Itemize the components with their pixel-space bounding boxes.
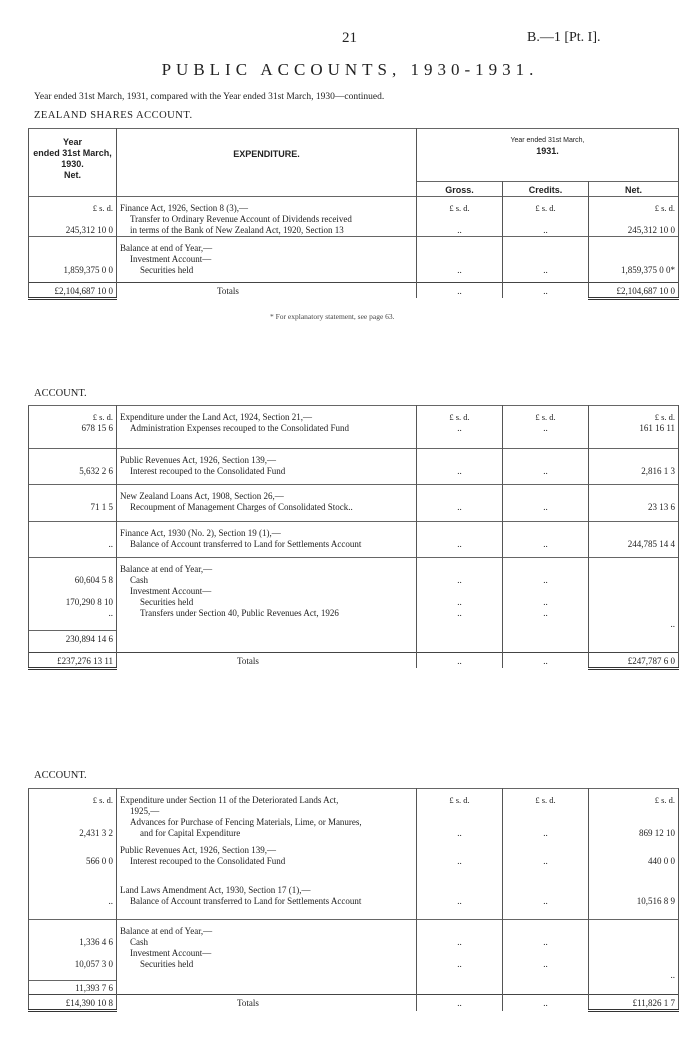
credits-heading: Credits. xyxy=(503,181,589,196)
totals-row: £237,276 13 11 Totals .. .. £247,787 6 0 xyxy=(29,652,679,668)
shares-account-table xyxy=(28,128,679,300)
prev-year-heading: Year ended 31st March, 1930. Net. xyxy=(29,129,117,182)
totals-row: £14,390 10 8 Totals .. .. £11,826 1 7 xyxy=(29,995,679,1011)
table-row: 1,336 4 6 10,057 3 0 Balance at end of Year,— Cash Investment Account— Securities held .. .. .. .. .. xyxy=(29,926,679,981)
table-row: 71 1 5 New Zealand Loans Act, 1908, Section 26,— Recoupment of Management Charges of Consolidated Stock.. .. .. 23 13 6 xyxy=(29,491,679,521)
table-row: 1,859,375 0 0 Balance at end of Year,— Investment Account— Securities held .. .. 1,859,375 0 0* xyxy=(29,243,679,276)
table-row: £ s. d. 245,312 10 0 Finance Act, 1926, Section 8 (3),— Transfer to Ordinary Revenue Account of Dividends received in terms of the Bank of New Zealand Act, 1920, Section 13 £ s. d. .. £ s. d. .. £ s. d. 245,312 10 0 xyxy=(29,203,679,237)
footnote: * For explanatory statement, see page 63. xyxy=(270,312,395,321)
section-heading-account-2: ACCOUNT. xyxy=(34,388,87,399)
table-row: 5,632 2 6 Public Revenues Act, 1926, Section 139,— Interest recouped to the Consolidated Fund .. .. 2,816 1 3 xyxy=(29,455,679,485)
net-heading: Net. xyxy=(589,181,679,196)
document-reference: B.—1 [Pt. I]. xyxy=(527,30,601,45)
table-row: 230,894 14 6 xyxy=(29,630,679,652)
section-heading-account-3: ACCOUNT. xyxy=(34,770,87,781)
account-table-3 xyxy=(28,788,679,1012)
page-subtitle: Year ended 31st March, 1931, compared with the Year ended 31st March, 1930—continued. xyxy=(34,92,385,102)
table-row: 566 0 0 Public Revenues Act, 1926, Section 139,— Interest recouped to the Consolidated Fund .. .. 440 0 0 xyxy=(29,845,679,879)
section-heading-shares: ZEALAND SHARES ACCOUNT. xyxy=(34,110,193,121)
table-row: £ s. d. 2,431 3 2 Expenditure under Section 11 of the Deteriorated Lands Act, 1925,— Advances for Purchase of Fencing Materials, Lime, or Manures, and for Capital Expenditure £ s. d. .. £ s. d. .. £ s. d. 869 12 10 xyxy=(29,795,679,839)
table-row: .. Land Laws Amendment Act, 1930, Section 17 (1),— Balance of Account transferred to Land for Settlements Account .. .. 10,516 8 9 xyxy=(29,885,679,919)
gross-heading: Gross. xyxy=(417,181,503,196)
expenditure-heading: EXPENDITURE. xyxy=(117,129,417,182)
table-row: £ s. d. 678 15 6 Expenditure under the Land Act, 1924, Section 21,— Administration Expenses recouped to the Consolidated Fund £ s. d. .. £ s. d. .. £ s. d. 161 16 11 xyxy=(29,412,679,448)
table-row: 11,393 7 6 xyxy=(29,981,679,995)
table-row: 60,604 5 8 170,290 8 10 .. Balance at end of Year,— Cash Investment Account— Securities held Transfers under Section 40, Public Revenues Act, 1926 .. .. .. .. .. .. .. xyxy=(29,564,679,630)
totals-row: £2,104,687 10 0 Totals .. .. £2,104,687 10 0 xyxy=(29,282,679,298)
page-title: PUBLIC ACCOUNTS, 1930-1931. xyxy=(161,60,539,79)
cur-year-heading: Year ended 31st March, 1931. xyxy=(417,129,679,182)
account-table-2 xyxy=(28,405,679,670)
page-number: 21 xyxy=(342,30,357,46)
table-row: .. Finance Act, 1930 (No. 2), Section 19 (1),— Balance of Account transferred to Land for Settlements Account .. .. 244,785 14 4 xyxy=(29,528,679,558)
